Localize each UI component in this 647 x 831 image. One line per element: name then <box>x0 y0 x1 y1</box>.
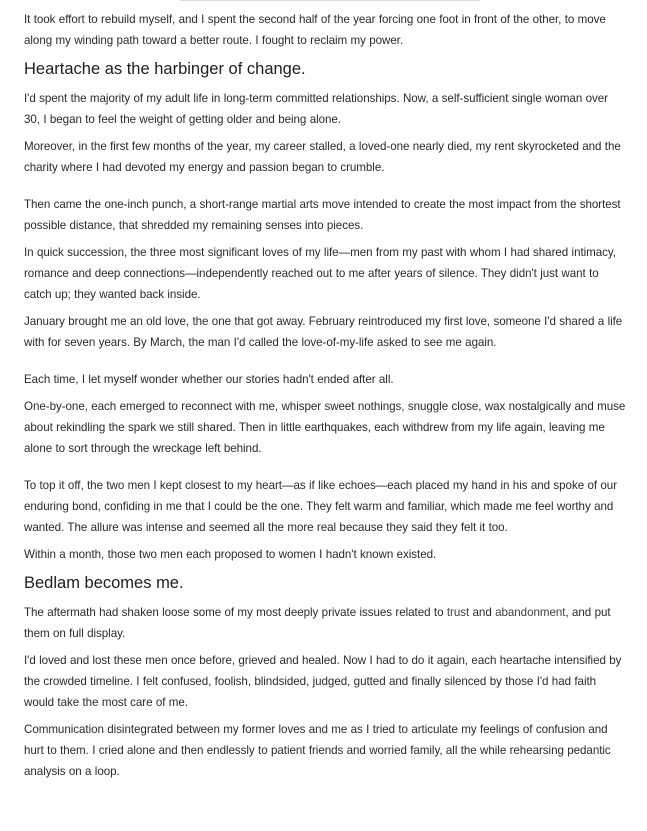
section-heading-bedlam: Bedlam becomes me. <box>24 574 184 592</box>
paragraph-12: I'd loved and lost these men once before, grieved and healed. Now I had to do it again, each heartache intensified by the crowded timeline. I felt confused, foolish, blindsided, judged, gutted and finally silenced by those I'd had faith would take the most care of me. <box>24 654 622 709</box>
paragraph-11-conjunction: and <box>469 606 496 619</box>
section-heading-heartache: Heartache as the harbinger of change. <box>24 60 306 78</box>
paragraph-7: Each time, I let myself wonder whether our stories hadn't ended after all. <box>24 373 394 386</box>
paragraph-3: Moreover, in the first few months of the year, my career stalled, a loved-one nearly died, my rent skyrocketed and the charity where I had devoted my energy and passion began to crumble. <box>24 140 621 174</box>
paragraph-9: To top it off, the two men I kept closest to my heart—as if like echoes—each placed my hand in his and spoke of our enduring bond, confiding in me that I could be the one. They felt warm and familiar, which made me feel worthy and wanted. The allure was intense and seemed all the more real because they said they felt it too. <box>24 479 618 534</box>
paragraph-11-text-end: , and put them on full display. <box>24 606 611 640</box>
paragraph-4: Then came the one-inch punch, a short-range martial arts move intended to create the most impact from the shortest possible distance, that shredded my remaining senses into pieces. <box>24 198 621 232</box>
top-divider <box>180 0 480 1</box>
paragraph-11 <box>24 602 627 644</box>
paragraph-5: In quick succession, the three most significant loves of my life—men from my past with whom I had shared intimacy, romance and deep connections—independently reached out to me after years of silence. They didn't just want to catch up; they wanted back inside. <box>24 246 616 301</box>
paragraph-13: Communication disintegrated between my former loves and me as I tried to articulate my feelings of confusion and hurt to them. I cried alone and then endlessly to patient friends and worried family, all the while rehearsing pedantic analysis on a loop. <box>24 723 611 778</box>
paragraph-8: One-by-one, each emerged to reconnect with me, whisper sweet nothings, snuggle close, wax nostalgically and muse about rekindling the spark we still shared. Then in little earthquakes, each withdrew from my life again, leaving me alone to sort through the wreckage left behind. <box>24 400 626 455</box>
paragraph-2: I'd spent the majority of my adult life in long-term committed relationships. Now, a self-sufficient single woman over 30, I began to feel the weight of getting older and being alone. <box>24 92 608 126</box>
paragraph-6: January brought me an old love, the one that got away. February reintroduced my first love, someone I'd shared a life with for seven years. By March, the man I'd called the love-of-my-life asked to see me again. <box>24 315 623 349</box>
paragraph-1: It took effort to rebuild myself, and I spent the second half of the year forcing one foot in front of the other, to move along my winding path toward a better route. I fought to reclaim my power. <box>24 13 606 47</box>
paragraph-10: Within a month, those two men each proposed to women I hadn't known existed. <box>24 548 437 561</box>
trust-link[interactable]: trust <box>446 606 470 619</box>
paragraph-11-text-start: The aftermath had shaken loose some of my most deeply private issues related to <box>24 606 447 619</box>
article-body <box>24 9 627 782</box>
abandonment-link[interactable]: abandonment <box>495 606 566 619</box>
